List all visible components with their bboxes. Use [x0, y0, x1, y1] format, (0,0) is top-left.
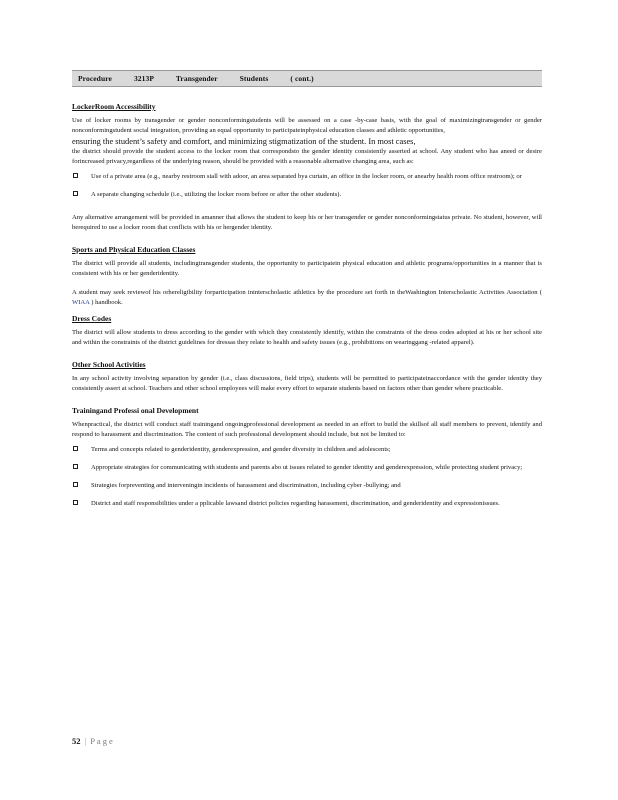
header-subject: Students [239, 74, 269, 83]
list-item: Strategies forpreventing and interveningin incidents of harassment and discrimination, including cyber -bullying; and [72, 481, 542, 491]
list-item: A separate changing schedule (i.e., utilizing the locker room before or after the other students). [72, 190, 542, 200]
document-page [72, 70, 542, 517]
checkbox-bullet-icon [73, 482, 78, 487]
checkbox-bullet-icon [73, 464, 78, 469]
header-code: 3213P [133, 74, 155, 83]
locker-room-options-list [72, 172, 542, 200]
page-label: Page [90, 736, 115, 746]
locker-room-paragraph-2: Any alternative arrangement will be provided in amanner that allows the student to keep his or her transgender or gender nonconformingstatus private. No student, however, will berequired to use a locker room that conflicts with his or hergender identity. [72, 214, 542, 231]
checkbox-bullet-icon [73, 500, 78, 505]
checkbox-bullet-icon [73, 446, 78, 451]
checkbox-bullet-icon [73, 191, 78, 196]
sports-paragraph-1: The district will provide all students, includingtransgender students, the opportunity to participatein physical education and athletic programs/opportunities in a manner that is consistent with his or her genderidentity. [72, 260, 542, 277]
header-procedure: Procedure [78, 74, 112, 83]
list-item: District and staff responsibilities under a pplicable lawsand district policies regarding harassment, discrimination, and genderidentity and expressionissues. [72, 499, 542, 509]
training-topics-list [72, 445, 542, 509]
wiaa-text: WIAA [72, 299, 90, 306]
locker-room-heading: LockerRoom Accessibility [72, 102, 156, 111]
list-item: Terms and concepts related to genderidentity, genderexpression, and gender diversity in children and adolescents; [72, 445, 542, 455]
sports-paragraph-2: A student may seek reviewof his orhereligibility forparticipation ininterscholastic athletics by the procedure set forth in theWashington Interscholastic Activities Association ( WIAA ) handbook. [72, 289, 542, 306]
list-item: Appropriate strategies for communicating with students and parents abo ut issues related to gender identity and genderexpression, while protecting student privacy; [72, 463, 542, 473]
page-footer [72, 736, 115, 746]
locker-room-paragraph-1-emphasis: ensuring the student’s safety and comfort, and minimizing stigmatization of the student. In most cases, [72, 137, 416, 146]
dress-codes-heading: Dress Codes [72, 314, 112, 323]
header-title: Transgender [175, 74, 218, 83]
locker-room-paragraph-1-end: the district should provide the student access to the locker room that correspondsto the gender identity consistently asserted at school. Any student who has aneed or desire forincreased privacy,regardless of the underlying reason, should be provided with a reasonable alternative changing area, such as: [72, 148, 542, 165]
page-number: 52 [72, 736, 81, 746]
dress-codes-paragraph: The district will allow students to dress according to the gender with which they consistently identify, within the constraints of the dress codes adopted at his or her school site and within the constraints of the district guidelines for dressas they relate to health and safety issues (e.g., prohibitions on wearinggang -related apparel). [72, 329, 542, 346]
locker-room-paragraph-1: Use of locker rooms by transgender or gender nonconformingstudents will be assessed on a case -by-case basis, with the goal of maximizingtransgender or gender nonconformingstudent social integration, providing an equal opportunity to participateinphysical education classes and athletic opportunities, [72, 117, 542, 134]
training-paragraph: Whenpractical, the district will conduct staff trainingand ongoingprofessional development as needed in an effort to build the skillsof all staff members to prevent, identify and respond to harassment and discrimination. The content of such professional development should include, but not be limited to: [72, 421, 542, 438]
activities-heading: Other School Activities [72, 360, 146, 369]
procedure-header-bar [72, 70, 542, 87]
training-heading: Trainingand Professi onal Development [72, 406, 199, 415]
activities-paragraph: In any school activity involving separation by gender (i.e., class discussions, field trips), students will be permitted to participateinaccordance with the gender identity they consistently assert at school. Teachers and other school employees will make every effort to separate students based on factors other than gender where practicable. [72, 375, 542, 392]
header-cont: ( cont.) [290, 74, 314, 83]
checkbox-bullet-icon [73, 173, 78, 178]
list-item: Use of a private area (e.g., nearby restroom stall with adoor, an area separated bya curtain, an office in the locker room, or anearby health room office restroom); or [72, 172, 542, 182]
footer-separator: | [84, 736, 87, 746]
sports-heading: Sports and Physical Education Classes [72, 245, 196, 254]
